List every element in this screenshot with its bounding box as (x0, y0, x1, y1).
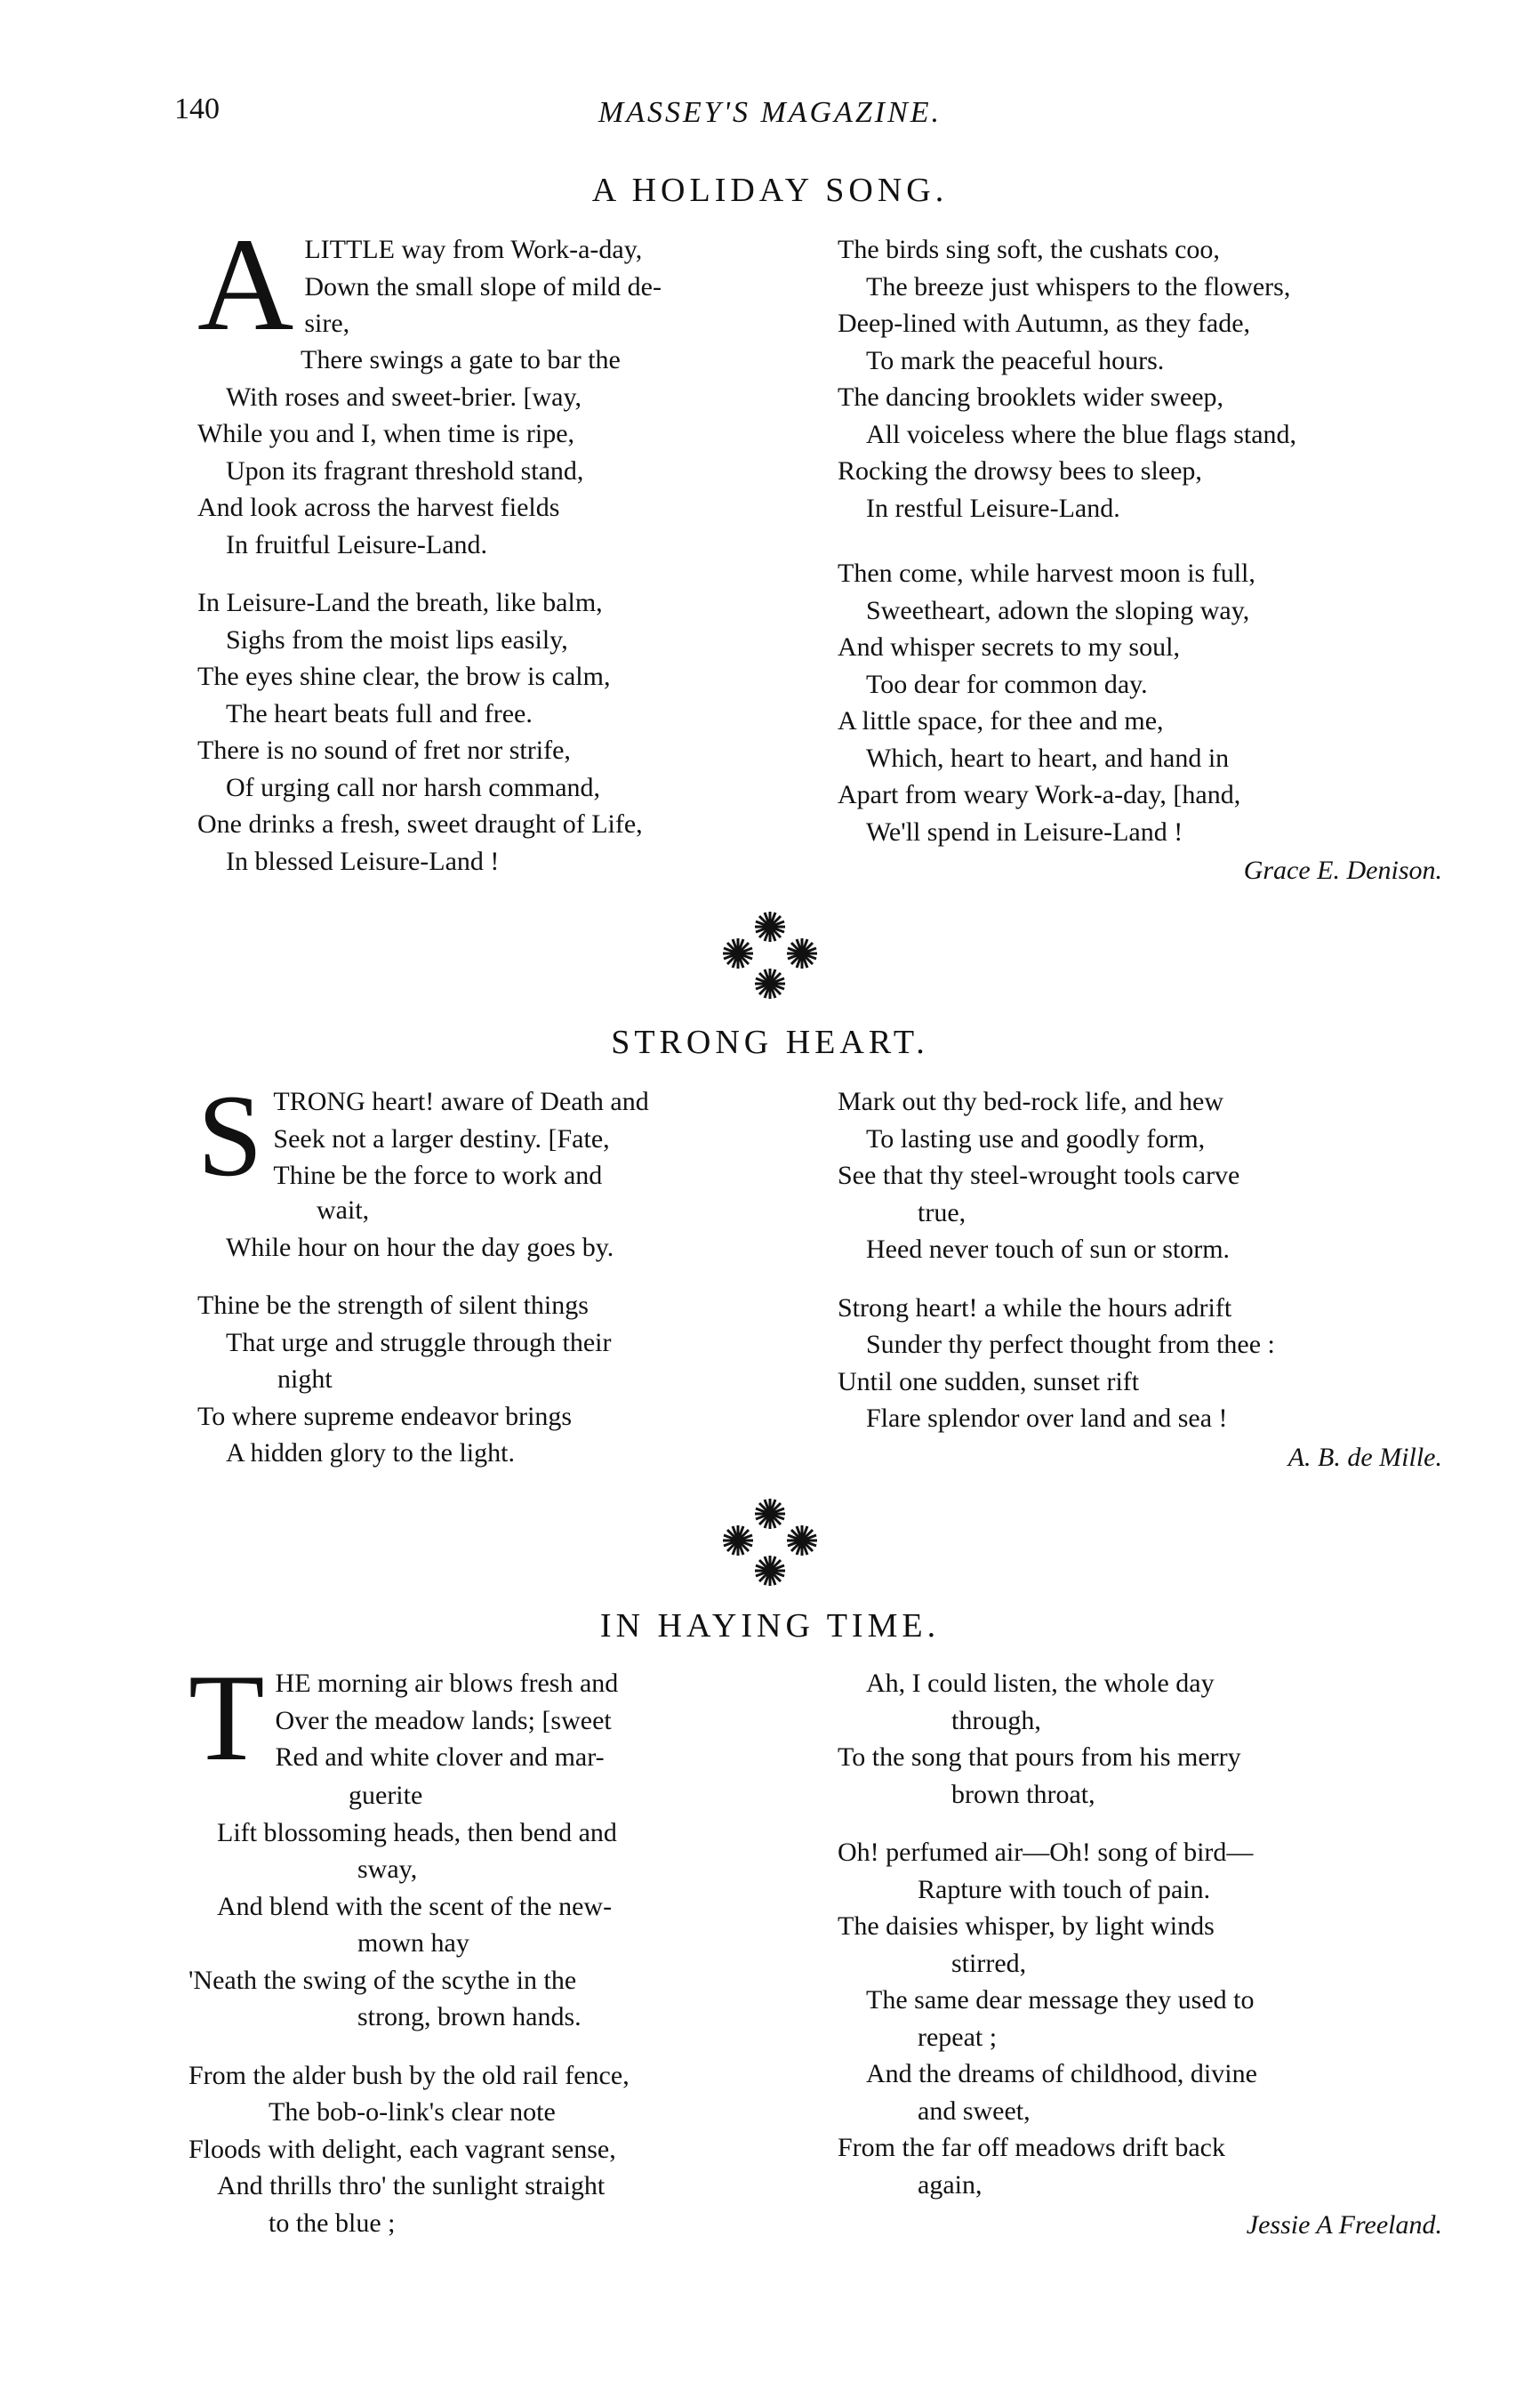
verse-line: A little space, for thee and me, (838, 706, 1164, 736)
stanza (197, 1070, 802, 1266)
drop-cap: A (197, 211, 294, 358)
verse-line: sway, (357, 1854, 418, 1884)
verse-line: Oh! perfumed air—Oh! song of bird— (838, 1838, 1254, 1867)
verse-line: Down the small slope of mild de- (304, 271, 662, 302)
verse-line: Sunder thy perfect thought from thee : (866, 1330, 1275, 1359)
stanza (197, 1287, 802, 1472)
verse-line: And whisper secrets to my soul, (838, 632, 1180, 662)
verse-line: From the alder bush by the old rail fence, (188, 2060, 630, 2090)
poem-right-column (838, 231, 1442, 911)
poem-right-column (838, 1665, 1442, 2265)
verse-line: See that thy steel-wrought tools carve (838, 1161, 1240, 1190)
stanza (188, 1649, 793, 2036)
poem-right-column (838, 1083, 1442, 1497)
verse-line: Mark out thy bed-rock life, and hew (838, 1087, 1224, 1116)
verse-line: Red and white clover and mar- (275, 1742, 605, 1772)
verse-line: true, (918, 1197, 967, 1227)
verse-line: night (277, 1364, 333, 1394)
verse-line: strong, brown hands. (357, 2002, 582, 2031)
verse-line: To mark the peaceful hours. (866, 345, 1165, 375)
verse-line: Strong heart! a while the hours adrift (838, 1292, 1232, 1323)
verse-line: and sweet, (918, 2095, 1031, 2126)
verse-line: Of urging call nor harsh command, (226, 772, 601, 802)
verse-line: To where supreme endeavor brings (197, 1401, 573, 1431)
verse-line: guerite (349, 1781, 423, 1810)
drop-cap: S (197, 1070, 263, 1201)
flower-cluster-ornament (0, 1494, 1540, 1592)
stanza (838, 555, 1442, 889)
verse-line: In restful Leisure-Land. (866, 493, 1120, 523)
verse-line: And thrills thro' the sunlight straight (217, 2171, 606, 2200)
poem-author: Grace E. Denison. (1243, 856, 1442, 885)
verse-line: to the blue ; (269, 2208, 396, 2238)
drop-cap: T (188, 1649, 265, 1787)
stanza (197, 211, 802, 563)
verse-line: And blend with the scent of the new- (217, 1891, 613, 1921)
poem-author: Jessie A Freeland. (1246, 2210, 1442, 2240)
verse-line: Over the meadow lands; [sweet (275, 1705, 612, 1735)
verse-line: wait, (317, 1195, 370, 1225)
verse-line: Too dear for common day. (866, 669, 1148, 699)
verse-line: In fruitful Leisure-Land. (226, 529, 488, 559)
verse-line: And the dreams of childhood, divine (866, 2059, 1257, 2088)
verse-line: The same dear message they used to (866, 1985, 1255, 2015)
verse-line: Lift blossoming heads, then bend and (217, 1817, 617, 1847)
verse-line: The dancing brooklets wider sweep, (838, 382, 1224, 412)
stanza (188, 2057, 793, 2242)
flower-cluster-ornament (0, 907, 1540, 1005)
verse-line: LITTLE way from Work-a-day, (304, 235, 643, 264)
verse-line: HE morning air blows fresh and (275, 1669, 619, 1698)
verse-line: The heart beats full and free. (226, 698, 533, 728)
verse-line: Then come, while harvest moon is full, (838, 559, 1255, 588)
poem-author: A. B. de Mille. (1287, 1442, 1442, 1472)
verse-line: That urge and struggle through their (226, 1327, 612, 1357)
verse-line: The bob-o-link's clear note (269, 2097, 556, 2127)
verse-line: The birds sing soft, the cushats coo, (838, 235, 1220, 264)
poem-left-column (197, 211, 802, 901)
verse-line: With roses and sweet-brier. [way, (226, 382, 582, 412)
verse-line: Until one sudden, sunset rift (838, 1366, 1140, 1396)
verse-line: through, (951, 1705, 1041, 1735)
verse-line: We'll spend in Leisure-Land ! (866, 816, 1183, 847)
verse-line: Ah, I could listen, the whole day (866, 1669, 1215, 1698)
verse-line: There swings a gate to bar the (301, 345, 621, 374)
verse-line: repeat ; (918, 2022, 998, 2052)
verse-line: Rapture with touch of pain. (918, 1874, 1211, 1904)
verse-line: Which, heart to heart, and hand in (866, 743, 1230, 773)
page-number: 140 (174, 93, 220, 125)
verse-line: A hidden glory to the light. (226, 1438, 515, 1468)
verse-line: While you and I, when time is ripe, (197, 419, 575, 448)
verse-line: again, (918, 2169, 983, 2200)
stanza (838, 1834, 1442, 2244)
verse-line: TRONG heart! aware of Death and (273, 1087, 649, 1116)
verse-line: Seek not a larger destiny. [Fate, (273, 1123, 610, 1154)
verse-line: The eyes shine clear, the brow is calm, (197, 662, 611, 691)
verse-line: Sweetheart, adown the sloping way, (866, 595, 1250, 625)
stanza (197, 584, 802, 880)
flower-ornament-icon (708, 1494, 832, 1592)
stanza (838, 1665, 1442, 1813)
verse-line: And look across the harvest fields (197, 493, 560, 522)
verse-line: Deep-lined with Autumn, as they fade, (838, 309, 1251, 338)
flower-ornament-icon (708, 907, 832, 1005)
verse-line: mown hay (357, 1928, 469, 1958)
verse-line: There is no sound of fret nor strife, (197, 736, 571, 765)
verse-line: Floods with delight, each vagrant sense, (188, 2134, 616, 2164)
verse-line: All voiceless where the blue flags stand, (866, 419, 1297, 449)
verse-line: In blessed Leisure-Land ! (226, 846, 500, 876)
stanza (838, 231, 1442, 527)
verse-line: sire, (304, 309, 350, 338)
running-head: MASSEY'S MAGAZINE. (598, 96, 942, 129)
verse-line: Sighs from the moist lips easily, (226, 624, 568, 655)
poem-left-column (188, 1649, 793, 2263)
verse-line: Upon its fragrant threshold stand, (226, 455, 584, 486)
poem-left-column (197, 1070, 802, 1493)
stanza (838, 1290, 1442, 1476)
verse-line: To lasting use and goodly form, (866, 1123, 1206, 1154)
verse-line: Heed never touch of sun or storm. (866, 1235, 1231, 1264)
verse-line: While hour on hour the day goes by. (226, 1232, 614, 1262)
verse-line: stirred, (951, 1948, 1027, 1978)
verse-line: Rocking the drowsy bees to sleep, (838, 456, 1202, 486)
poem-title: STRONG HEART. (611, 1024, 929, 1061)
poem-title: A HOLIDAY SONG. (591, 172, 949, 209)
verse-line: 'Neath the swing of the scythe in the (188, 1965, 577, 1995)
verse-line: Apart from weary Work-a-day, [hand, (838, 780, 1241, 809)
poem-title: IN HAYING TIME. (599, 1607, 941, 1645)
verse-line: In Leisure-Land the breath, like balm, (197, 588, 603, 617)
verse-line: Thine be the strength of silent things (197, 1291, 589, 1320)
verse-line: Thine be the force to work and (273, 1161, 603, 1190)
verse-line: brown throat, (951, 1779, 1095, 1809)
verse-line: To the song that pours from his merry (838, 1742, 1241, 1772)
stanza (838, 1083, 1442, 1268)
verse-line: The breeze just whispers to the flowers, (866, 271, 1291, 302)
verse-line: From the far off meadows drift back (838, 2133, 1225, 2162)
verse-line: The daisies whisper, by light winds (838, 1911, 1215, 1941)
verse-line: Flare splendor over land and sea ! (866, 1404, 1228, 1433)
verse-line: One drinks a fresh, sweet draught of Life, (197, 809, 643, 839)
